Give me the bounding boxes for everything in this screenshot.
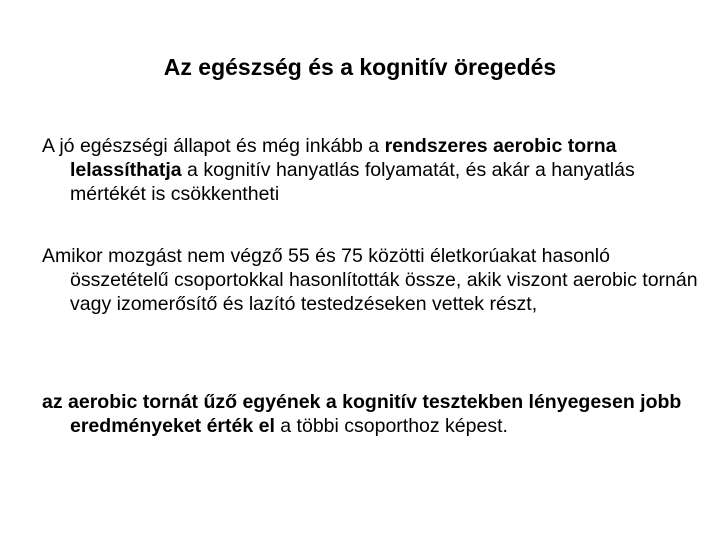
paragraph-2 — [42, 244, 710, 316]
paragraph-1-text: A jó egészségi állapot és még inkább a — [42, 135, 385, 157]
paragraph-1-emphasis: rendszeres aerobic torna lelassíthatja — [70, 135, 617, 181]
paragraph-1 — [42, 134, 710, 206]
paragraph-3-emphasis: az aerobic tornát űző egyének a kognitív tesztekben lényegesen jobb eredményeket érték el — [42, 391, 682, 437]
slide-title: Az egészség és a kognitív öregedés — [163, 54, 557, 80]
paragraph-1-text-end: a kognitív hanyatlás folyamatát, és akár a hanyatlás mértékét is csökkentheti — [70, 159, 635, 205]
paragraph-3 — [42, 390, 710, 438]
paragraph-2-text: Amikor mozgást nem végző 55 és 75 közötti életkorúakat hasonló összetételű csoportokkal hasonlították össze, akik viszont aerobic tornán vagy izomerősítő és lazító testedzéseken vettek részt, — [42, 245, 698, 315]
paragraph-3-text-end: a többi csoporthoz képest. — [274, 415, 508, 437]
